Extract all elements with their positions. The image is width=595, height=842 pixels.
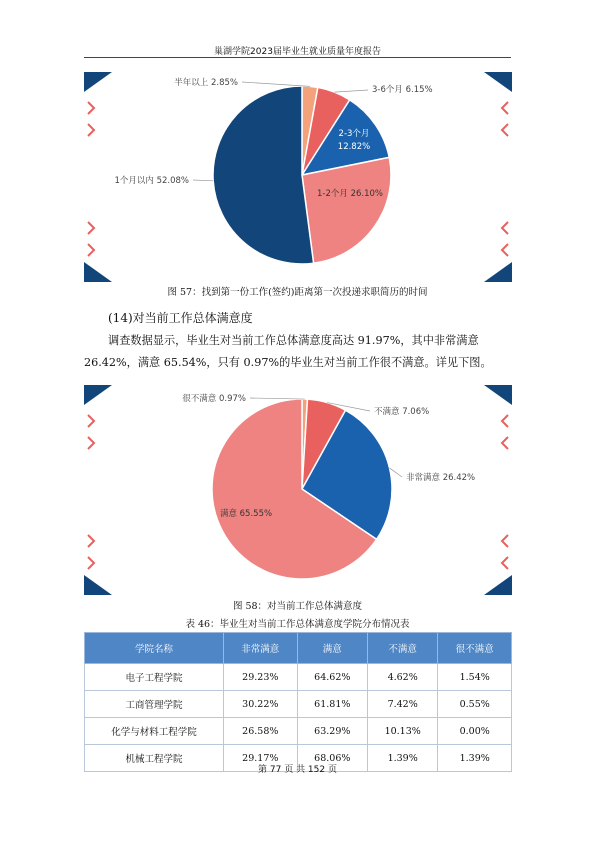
cell-value: 30.22% (224, 691, 298, 718)
cell-value: 1.54% (438, 664, 512, 691)
data-label-3: 满意 65.55% (219, 509, 273, 519)
data-label-3: 1-2个月 26.10% (317, 189, 383, 199)
cell-college: 电子工程学院 (85, 664, 224, 691)
cell-value: 0.55% (438, 691, 512, 718)
paragraph-line-1: 调查数据显示，毕业生对当前工作总体满意度高达 91.97%，其中非常满意 (108, 334, 479, 347)
leader-line-0 (242, 82, 310, 86)
cell-value: 29.23% (224, 664, 298, 691)
data-label-1: 3-6个月 6.15% (372, 85, 433, 95)
cell-value: 4.62% (367, 664, 437, 691)
cell-value: 64.62% (297, 664, 367, 691)
section-title: (14)对当前工作总体满意度 (108, 311, 253, 325)
paragraph-line-2: 26.42%，满意 65.54%，只有 0.97%的毕业生对当前工作很不满意。详见下图。 (84, 356, 492, 369)
chart2-caption: 图 58：对当前工作总体满意度 (232, 601, 363, 612)
cell-value: 7.42% (367, 691, 437, 718)
leader-line-4 (193, 180, 213, 181)
page-footer: 第 77 页 共 152 页 (258, 765, 337, 775)
cell-value: 0.00% (438, 718, 512, 745)
data-label-0: 很不满意 0.97% (182, 394, 246, 404)
leader-line-1 (334, 90, 368, 92)
cell-value: 68.06% (297, 745, 367, 772)
chart-job-satisfaction (84, 385, 512, 595)
cell-college: 化学与材料工程学院 (85, 718, 224, 745)
header-very-unsatisfied: 很不满意 (438, 633, 512, 664)
chart-time-to-first-job (84, 72, 512, 282)
header-satisfied: 满意 (297, 633, 367, 664)
page-header: 巢湖学院2023届毕业生就业质量年度报告 (214, 47, 381, 57)
cell-college: 机械工程学院 (85, 745, 224, 772)
data-label-2: 2-3个月 (338, 129, 370, 139)
chart2-canvas (84, 385, 512, 595)
header-rule (84, 57, 511, 58)
header-unsatisfied: 不满意 (367, 633, 437, 664)
body-paragraph (84, 330, 512, 374)
data-label-1: 不满意 7.06% (374, 407, 430, 417)
cell-college: 工商管理学院 (85, 691, 224, 718)
data-label-0: 半年以上 2.85% (174, 78, 238, 88)
cell-value: 29.17% (224, 745, 298, 772)
chart1-canvas (84, 72, 512, 282)
cell-value: 1.39% (438, 745, 512, 772)
table-header-row (85, 633, 512, 664)
table-row (85, 691, 512, 718)
table-row (85, 664, 512, 691)
cell-value: 63.29% (297, 718, 367, 745)
cell-value: 26.58% (224, 718, 298, 745)
college-satisfaction-table (84, 632, 512, 772)
data-label-2-line2: 12.82% (337, 142, 371, 152)
cell-value: 10.13% (367, 718, 437, 745)
pie-slice-4 (213, 86, 314, 264)
table-row (85, 718, 512, 745)
header-college: 学院名称 (85, 633, 224, 664)
pie-slice-3 (302, 157, 391, 263)
data-label-4: 1个月以内 52.08% (114, 176, 189, 186)
data-label-2: 非常满意 26.42% (406, 473, 476, 483)
header-very-satisfied: 非常满意 (224, 633, 298, 664)
cell-value: 61.81% (297, 691, 367, 718)
chart1-caption: 图 57：找到第一份工作(签约)距离第一次投递求职简历的时间 (167, 287, 428, 298)
cell-value: 1.39% (367, 745, 437, 772)
table-caption: 表 46：毕业生对当前工作总体满意度学院分布情况表 (185, 619, 410, 630)
